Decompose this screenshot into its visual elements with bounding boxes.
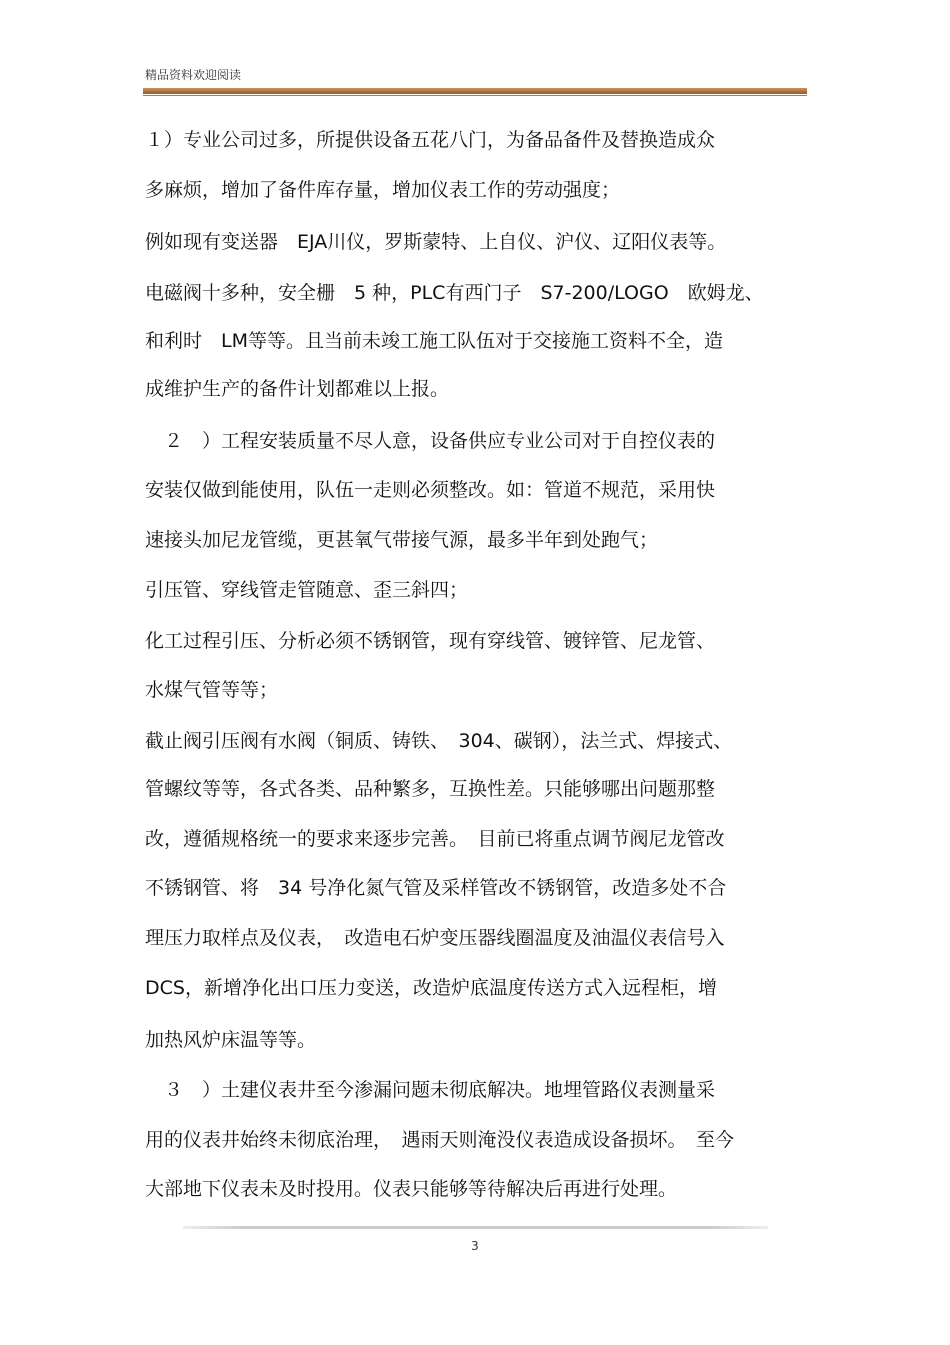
page-header-text: 精品资料欢迎阅读	[145, 68, 242, 82]
body-line: 水煤气管等等；	[145, 679, 279, 701]
page-number: 3	[471, 1239, 479, 1253]
body-line: 速接头加尼龙管缆，更甚氧气带接气源，最多半年到处跑气；	[145, 529, 659, 551]
body-line: 引压管、穿线管走管随意、歪三斜四；	[145, 579, 469, 601]
header-rule	[143, 88, 807, 94]
body-line: 改，遵循规格统一的要求来逐步完善。 目前已将重点调节阀尼龙管改	[145, 828, 725, 850]
body-line: 用的仪表井始终未彻底治理， 遇雨天则淹没仪表造成设备损坏。 至今	[145, 1129, 735, 1151]
footer-rule	[183, 1226, 768, 1229]
body-line: 例如现有变送器 EJA川仪，罗斯蒙特、上自仪、沪仪、辽阳仪表等。	[145, 231, 727, 253]
body-line: 加热风炉床温等等。	[145, 1029, 317, 1051]
body-line: 和利时 LM等等。且当前未竣工施工队伍对于交接施工资料不全，造	[145, 330, 723, 352]
body-line: 电磁阀十多种，安全栅 5 种，PLC有西门子 S7-200/LOGO 欧姆龙、	[145, 282, 764, 304]
body-line: DCS，新增净化出口压力变送，改造炉底温度传送方式入远程柜，增	[145, 977, 717, 999]
body-line: 大部地下仪表未及时投用。仪表只能够等待解决后再进行处理。	[145, 1178, 678, 1200]
body-line: 不锈钢管、将 34 号净化氮气管及采样管改不锈钢管，改造多处不合	[145, 877, 727, 899]
body-line: 截止阀引压阀有水阀（铜质、铸铁、 304、碳钢），法兰式、焊接式、	[145, 730, 733, 752]
body-line: 安装仅做到能使用，队伍一走则必须整改。如：管道不规范，采用快	[145, 479, 716, 501]
body-line: 成维护生产的备件计划都难以上报。	[145, 378, 450, 400]
body-line: 理压力取样点及仪表， 改造电石炉变压器线圈温度及油温仪表信号入	[145, 927, 725, 949]
body-line: 化工过程引压、分析必须不锈钢管，现有穿线管、镀锌管、尼龙管、	[145, 630, 716, 652]
body-line: １）专业公司过多，所提供设备五花八门，为备品备件及替换造成众	[145, 129, 716, 151]
body-line: ３ ）土建仪表井至今渗漏问题未彻底解决。地埋管路仪表测量采	[145, 1079, 716, 1101]
header-rule-thin	[143, 95, 807, 96]
body-line: ２ ）工程安装质量不尽人意，设备供应专业公司对于自控仪表的	[145, 430, 716, 452]
body-line: 多麻烦，增加了备件库存量，增加仪表工作的劳动强度；	[145, 179, 621, 201]
body-line: 管螺纹等等，各式各类、品种繁多，互换性差。只能够哪出问题那整	[145, 778, 716, 800]
